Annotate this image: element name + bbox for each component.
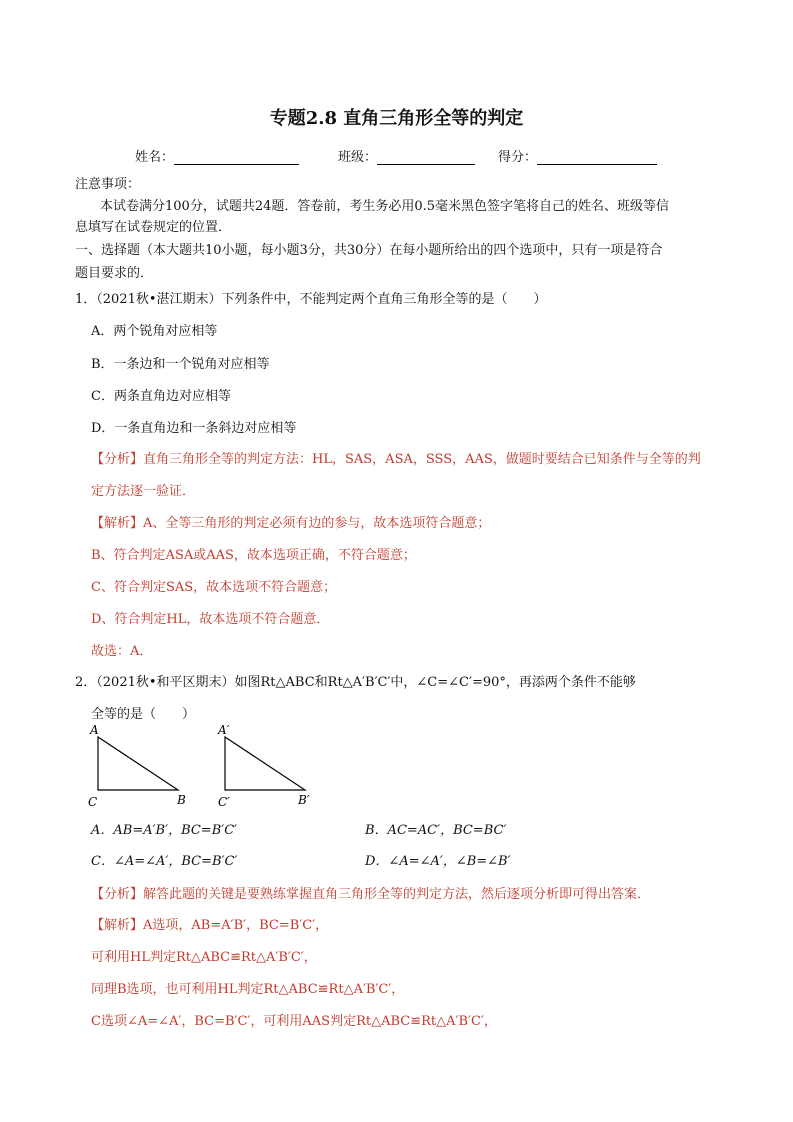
name-field[interactable] [135, 146, 299, 165]
score-field[interactable] [498, 146, 657, 165]
class-label: 班级： [338, 150, 378, 165]
section-heading: 一、选择题（本大题共10小题，每小题3分，共30分）在每小题所给出的四个选项中，只有一项是符合 [75, 243, 663, 258]
score-label: 得分： [498, 150, 538, 165]
question-2-stem-cont: 全等的是（ ） [91, 707, 196, 722]
q2-solution-line: C选项∠A=∠A′，BC=B′C′，可利用AAS判定Rt△ABC≌Rt△A′B′C′， [91, 1014, 497, 1029]
notice-line: 本试卷满分100分，试题共24题．答卷前，考生务必用0.5毫米黑色签字笔将自己的姓名、班级等信 [100, 199, 670, 214]
analysis-tag: 【分析】 [91, 887, 144, 902]
q2-analysis [91, 883, 650, 902]
name-label: 姓名： [135, 150, 175, 165]
section-heading: 题目要求的． [75, 266, 154, 281]
q1-solution [91, 512, 490, 531]
triangles-figure [80, 722, 340, 812]
solution-text: A选项，AB=A′B′，BC=B′C′， [143, 918, 329, 933]
label-c: C [88, 795, 98, 809]
q1-option-a[interactable]: A．两个锐角对应相等 [91, 324, 218, 339]
q1-solution-line: C、符合判定SAS，故本选项不符合题意； [91, 580, 337, 595]
q2-option-b[interactable]: B．AC=AC′，BC=BC′ [365, 823, 507, 838]
analysis-tag: 【分析】 [91, 452, 144, 467]
question-2-stem: 2．（2021秋•和平区期末）如图Rt△ABC和Rt△A′B′C′中，∠C=∠C′=90°，再添两个条件不能够 [75, 675, 636, 690]
class-blank[interactable] [377, 150, 475, 165]
label-a-prime: A′ [218, 723, 230, 737]
name-blank[interactable] [174, 150, 299, 165]
q2-option-a[interactable]: A．AB=A′B′，BC=B′C′ [91, 823, 238, 838]
page-title: 专题2.8 直角三角形全等的判定 [269, 108, 524, 129]
q1-analysis [91, 448, 701, 467]
analysis-text: 解答此题的关键是要熟练掌握直角三角形全等的判定方法，然后逐项分析即可得出答案． [143, 887, 651, 902]
analysis-text: 直角三角形全等的判定方法：HL，SAS，ASA，SSS，AAS，做题时要结合已知条件与全等的判 [143, 452, 701, 467]
notice-heading: 注意事项： [75, 177, 141, 192]
q1-option-b[interactable]: B．一条边和一个锐角对应相等 [91, 357, 270, 372]
q1-option-d[interactable]: D．一条直角边和一条斜边对应相等 [91, 421, 297, 436]
label-b: B [177, 793, 186, 807]
question-1-stem: 1．（2021秋•湛江期末）下列条件中，不能判定两个直角三角形全等的是（ ） [75, 292, 547, 307]
label-b-prime: B′ [298, 793, 310, 807]
q2-solution [91, 914, 328, 933]
q1-option-c[interactable]: C．两条直角边对应相等 [91, 389, 231, 404]
q1-answer: 故选：A． [91, 644, 153, 659]
label-c-prime: C′ [218, 795, 230, 809]
triangle-abc [98, 737, 178, 790]
q1-analysis-cont: 定方法逐一验证． [91, 484, 196, 499]
label-a: A [90, 723, 99, 737]
q2-solution-line: 同理B选项，也可利用HL判定Rt△ABC≌Rt△A′B′C′， [91, 982, 405, 997]
class-field[interactable] [338, 146, 475, 165]
solution-tag: 【解析】 [91, 918, 144, 933]
q1-solution-line: D、符合判定HL，故本选项不符合题意． [91, 612, 330, 627]
triangle-a2b2c2 [225, 737, 305, 790]
solution-text: A、全等三角形的判定必须有边的参与，故本选项符合题意； [143, 516, 491, 531]
solution-tag: 【解析】 [91, 516, 144, 531]
notice-line: 息填写在试卷规定的位置． [75, 220, 232, 235]
q2-option-d[interactable]: D．∠A=∠A′，∠B=∠B′ [365, 854, 511, 869]
q1-solution-line: B、符合判定ASA或AAS，故本选项正确，不符合题意； [91, 548, 416, 563]
q2-solution-line: 可利用HL判定Rt△ABC≌Rt△A′B′C′， [91, 950, 317, 965]
q2-option-c[interactable]: C．∠A=∠A′，BC=B′C′ [91, 854, 238, 869]
score-blank[interactable] [537, 150, 657, 165]
